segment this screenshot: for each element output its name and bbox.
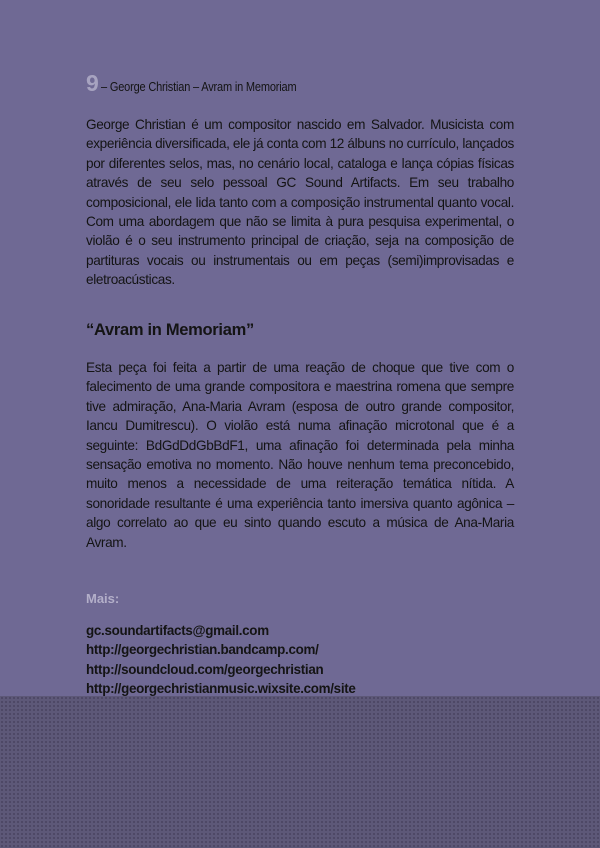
track-header — [86, 70, 526, 97]
composer-bio: George Christian é um compositor nascido em Salvador. Musicista com experiência diversificada, ele já conta com 12 álbuns no currículo, lançados por diferentes selos, mas, no cenário local, cataloga e lança cópias físicas através de seu selo pessoal GC Sound Artifacts. Em seu trabalho composicional, ele lida tanto com a composição instrumental quanto vocal. Com uma abordagem que não se limita à pura pesquisa experimental, o violão é o seu instrumento principal de criação, seja na composição de partituras vocais ou instrumentais ou em peças (semi)improvisadas e eletroacústicas. — [86, 117, 514, 288]
track-heading: – George Christian – Avram in Memoriam — [101, 80, 297, 94]
more-label: Mais: — [86, 591, 120, 606]
bandcamp-link[interactable]: http://georgechristian.bandcamp.com/ — [86, 642, 319, 658]
website-link[interactable]: http://georgechristianmusic.wixsite.com/site — [86, 680, 356, 696]
track-number: 9 — [86, 70, 99, 96]
piece-title: “Avram in Memoriam” — [86, 321, 254, 339]
piece-notes: Esta peça foi feita a partir de uma reação de choque que tive com o falecimento de uma grande compositora e maestrina romena que sempre tive admiração, Ana-Maria Avram (esposa de outro grande compositor, Iancu Dumitrescu). O violão está numa afinação microtonal que é a seguinte: BdGdDdGbBdF1, uma afinação foi determinada pela minha sensação emotiva no momento. Não houve nenhum tema preconcebido, muito menos a necessidade de uma reiteração temática nítida. A sonoridade resultante é uma experiência tanto imersiva quanto agônica – algo correlato ao que eu sinto quando escuto a música de Ana-Maria Avram. — [86, 360, 514, 550]
email-link[interactable]: gc.soundartifacts@gmail.com — [86, 623, 269, 638]
footer-band — [0, 696, 600, 848]
soundcloud-link[interactable]: http://soundcloud.com/georgechristian — [86, 661, 324, 677]
contact-links — [86, 621, 526, 698]
